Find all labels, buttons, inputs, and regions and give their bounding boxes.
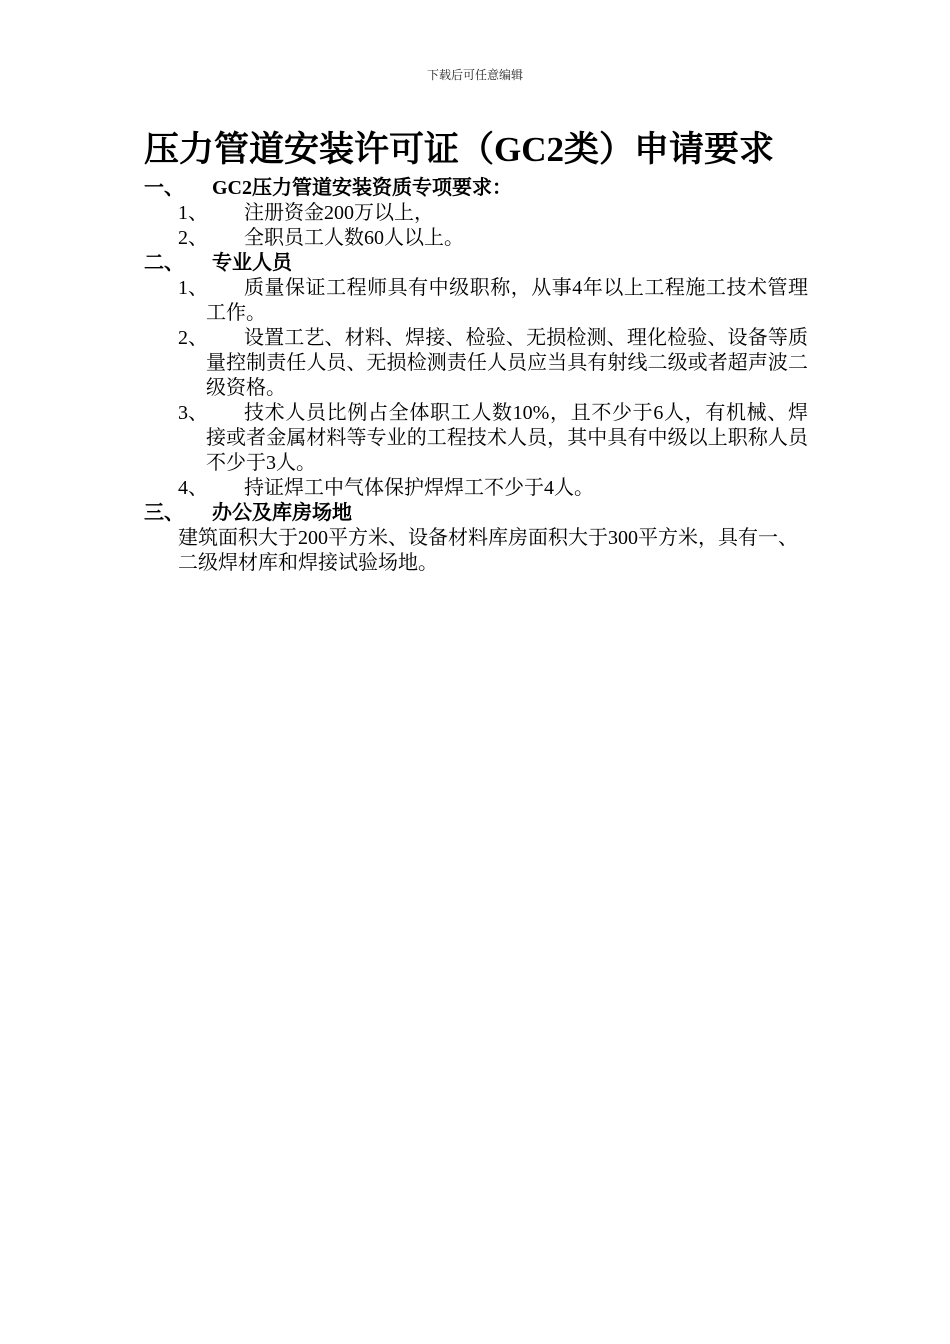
section-heading-2 xyxy=(144,251,808,276)
section-title: GC2压力管道安装资质专项要求： xyxy=(212,177,512,199)
list-item xyxy=(144,401,808,476)
section-title: 专业人员 xyxy=(212,252,292,274)
list-item xyxy=(144,201,808,226)
item-text: 质量保证工程师具有中级职称，从事4年以上工程施工技术管理工作。 xyxy=(206,277,808,324)
item-number: 2、 xyxy=(178,327,208,349)
document-body xyxy=(144,176,808,576)
item-number: 1、 xyxy=(178,202,208,224)
section-heading-3 xyxy=(144,501,808,526)
section-heading-1 xyxy=(144,176,808,201)
item-number: 3、 xyxy=(178,402,208,424)
header-note: 下载后可任意编辑 xyxy=(426,68,523,82)
list-item xyxy=(144,326,808,401)
document-title: 压力管道安装许可证（GC2类）申请要求 xyxy=(144,130,775,169)
item-number: 2、 xyxy=(178,227,208,249)
item-text: 持证焊工中气体保护焊焊工不少于4人。 xyxy=(244,477,594,499)
item-text: 全职员工人数60人以上。 xyxy=(244,227,464,249)
item-text: 注册资金200万以上， xyxy=(244,202,434,224)
section-number: 一、 xyxy=(144,177,184,199)
list-item xyxy=(144,226,808,251)
section-number: 二、 xyxy=(144,252,184,274)
section-number: 三、 xyxy=(144,502,184,524)
section-paragraph: 建筑面积大于200平方米、设备材料库房面积大于300平方米，具有一、二级焊材库和焊接试验场地。 xyxy=(178,527,798,574)
item-number: 4、 xyxy=(178,477,208,499)
list-item xyxy=(144,276,808,326)
list-item xyxy=(144,476,808,501)
item-number: 1、 xyxy=(178,277,208,299)
section-title: 办公及库房场地 xyxy=(212,502,352,524)
item-text: 设置工艺、材料、焊接、检验、无损检测、理化检验、设备等质量控制责任人员、无损检测责任人员应当具有射线二级或者超声波二级资格。 xyxy=(206,327,808,399)
item-text: 技术人员比例占全体职工人数10%，且不少于6人，有机械、焊接或者金属材料等专业的工程技术人员，其中具有中级以上职称人员不少于3人。 xyxy=(206,402,808,474)
